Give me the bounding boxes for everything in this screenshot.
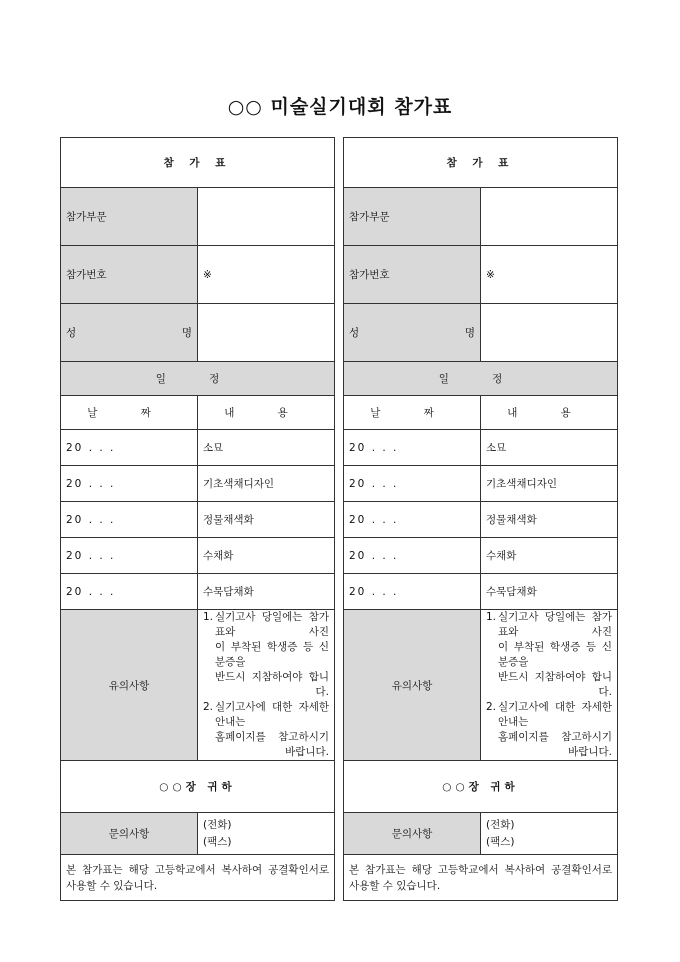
- schedule-subject: 소묘: [481, 430, 618, 466]
- note-line: 홈페이지를 참고하시기 바랍니다.: [215, 731, 329, 758]
- footer-note: 본 참가표는 해당 고등학교에서 복사하여 공결확인서로 사용할 수 있습니다.: [344, 855, 618, 901]
- schedule-date: 20 . . .: [344, 502, 481, 538]
- notes-content: [198, 610, 335, 761]
- note-number: 2.: [486, 701, 497, 713]
- schedule-row: [344, 574, 618, 610]
- schedule-date: 20 . . .: [61, 538, 198, 574]
- name-field[interactable]: [198, 304, 335, 362]
- addressee: ○○장 귀하: [61, 761, 335, 813]
- schedule-subject: 수채화: [481, 538, 618, 574]
- note-line: 이 부착된 학생증 등 신분증을: [498, 641, 612, 668]
- name-label: [61, 304, 198, 362]
- schedule-date: 20 . . .: [61, 430, 198, 466]
- category-label: 참가부문: [344, 188, 481, 246]
- fax-line: (팩스): [486, 835, 515, 848]
- document-title: ○○ 미술실기대회 참가표: [227, 96, 453, 118]
- note-line: 반드시 지참하여야 합니다.: [498, 671, 612, 698]
- schedule-heading: 일 정: [344, 362, 618, 396]
- schedule-row: [344, 538, 618, 574]
- category-label: 참가부문: [61, 188, 198, 246]
- content-column-header: 내 용: [481, 396, 618, 430]
- note-line: 실기고사 당일에는 참가표와 사진: [498, 611, 612, 638]
- schedule-subject: 수묵담채화: [198, 574, 335, 610]
- contact-label: 문의사항: [344, 813, 481, 855]
- schedule-date: 20 . . .: [344, 574, 481, 610]
- fax-line: (팩스): [203, 835, 232, 848]
- note-number: 1.: [203, 611, 214, 623]
- entry-number-label: 참가번호: [344, 246, 481, 304]
- schedule-row: [344, 502, 618, 538]
- schedule-date: 20 . . .: [61, 502, 198, 538]
- schedule-row: [61, 502, 335, 538]
- note-line: 실기고사에 대한 자세한 안내는: [215, 701, 329, 728]
- schedule-row: [61, 538, 335, 574]
- content-column-header: 내 용: [198, 396, 335, 430]
- schedule-date: 20 . . .: [61, 574, 198, 610]
- contact-label: 문의사항: [61, 813, 198, 855]
- schedule-row: [344, 430, 618, 466]
- entry-card-left: [60, 137, 335, 892]
- entry-number-field[interactable]: ※: [481, 246, 618, 304]
- name-label-part: 명: [181, 327, 192, 339]
- note-line: 실기고사에 대한 자세한 안내는: [498, 701, 612, 728]
- schedule-subject: 기초색채디자인: [481, 466, 618, 502]
- entry-number-field[interactable]: ※: [198, 246, 335, 304]
- footer-note: 본 참가표는 해당 고등학교에서 복사하여 공결확인서로 사용할 수 있습니다.: [61, 855, 335, 901]
- date-column-header: 날 짜: [61, 396, 198, 430]
- notes-label: 유의사항: [61, 610, 198, 761]
- name-label-part: 성: [66, 327, 77, 339]
- schedule-row: [61, 466, 335, 502]
- schedule-subject: 정물채색화: [198, 502, 335, 538]
- note-number: 2.: [203, 701, 214, 713]
- contact-info: [481, 813, 618, 855]
- schedule-subject: 기초색채디자인: [198, 466, 335, 502]
- note-line: 실기고사 당일에는 참가표와 사진: [215, 611, 329, 638]
- note-line: 반드시 지참하여야 합니다.: [215, 671, 329, 698]
- note-item: [203, 700, 329, 760]
- schedule-subject: 소묘: [198, 430, 335, 466]
- schedule-date: 20 . . .: [344, 430, 481, 466]
- date-column-header: 날 짜: [344, 396, 481, 430]
- note-item: [486, 700, 612, 760]
- note-item: [203, 610, 329, 700]
- schedule-row: [61, 574, 335, 610]
- note-line: 이 부착된 학생증 등 신분증을: [215, 641, 329, 668]
- addressee: ○○장 귀하: [344, 761, 618, 813]
- notes-content: [481, 610, 618, 761]
- category-field[interactable]: [198, 188, 335, 246]
- category-field[interactable]: [481, 188, 618, 246]
- notes-label: 유의사항: [344, 610, 481, 761]
- entry-number-label: 참가번호: [61, 246, 198, 304]
- entry-card-right: [343, 137, 618, 892]
- schedule-subject: 정물채색화: [481, 502, 618, 538]
- schedule-date: 20 . . .: [344, 538, 481, 574]
- schedule-subject: 수채화: [198, 538, 335, 574]
- schedule-row: [344, 466, 618, 502]
- note-line: 홈페이지를 참고하시기 바랍니다.: [498, 731, 612, 758]
- name-field[interactable]: [481, 304, 618, 362]
- schedule-row: [61, 430, 335, 466]
- schedule-date: 20 . . .: [344, 466, 481, 502]
- schedule-date: 20 . . .: [61, 466, 198, 502]
- schedule-subject: 수묵담채화: [481, 574, 618, 610]
- name-label: [344, 304, 481, 362]
- phone-line: (전화): [486, 818, 515, 831]
- entry-form: [60, 137, 335, 901]
- schedule-heading: 일 정: [61, 362, 335, 396]
- note-item: [486, 610, 612, 700]
- phone-line: (전화): [203, 818, 232, 831]
- note-number: 1.: [486, 611, 497, 623]
- card-header: 참 가 표: [344, 138, 618, 188]
- contact-info: [198, 813, 335, 855]
- entry-form: [343, 137, 618, 901]
- name-label-part: 명: [464, 327, 475, 339]
- card-header: 참 가 표: [61, 138, 335, 188]
- name-label-part: 성: [349, 327, 360, 339]
